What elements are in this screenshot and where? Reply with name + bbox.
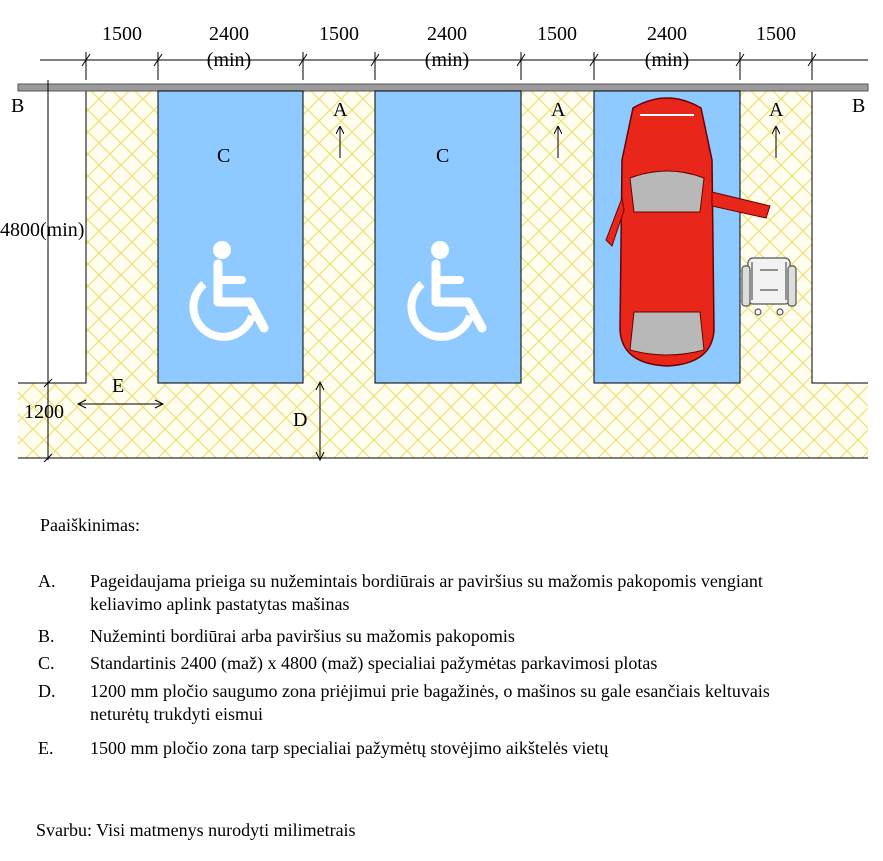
dim-top-3: 1500 <box>319 23 359 45</box>
label-b-left: B <box>11 95 25 117</box>
legend-text: Nužeminti bordiūrai arba paviršius su mažomis pakopomis <box>90 626 515 646</box>
legend-text: Standartinis 2400 (maž) x 4800 (maž) specialiai pažymėtas parkavimosi plotas <box>90 653 658 673</box>
units-note: Svarbu: Visi matmenys nurodyti milimetrais <box>36 820 356 840</box>
dim-top-6-sub: (min) <box>644 49 690 71</box>
dim-top-1: 1500 <box>102 23 142 45</box>
label-c-1: C <box>217 145 231 167</box>
legend-letter: C. <box>38 653 55 673</box>
legend-letter: B. <box>38 626 55 646</box>
label-b-right: B <box>852 95 866 117</box>
legend-text: 1200 mm pločio saugumo zona priėjimui prie bagažinės, o mašinos su gale esančiais keltuvais neturėtų trukdyti eismui <box>90 681 770 724</box>
dim-top-2-sub: (min) <box>206 49 252 71</box>
dim-aisle: 1200 <box>24 401 64 423</box>
curb-bar <box>18 84 868 91</box>
kerb-block-right <box>812 90 868 383</box>
dim-depth: 4800(min) <box>0 219 85 241</box>
label-a-2: A <box>551 99 566 121</box>
label-e: E <box>112 375 125 397</box>
legend-letter: D. <box>38 681 56 701</box>
legend-text: Pageidaujama prieiga su nužemintais bordiūrais ar paviršius su mažomis pakopomis vengiant keliavimo aplink pastatytas mašinas <box>90 571 763 614</box>
label-a-1: A <box>333 99 348 121</box>
dim-top-5: 1500 <box>537 23 577 45</box>
legend-text: 1500 mm pločio zona tarp specialiai pažymėtų stovėjimo aikštelės vietų <box>90 738 609 758</box>
legend-letter: E. <box>38 738 54 758</box>
label-d: D <box>293 409 308 431</box>
dim-top-4: 2400 <box>427 23 467 45</box>
label-a-3: A <box>769 99 784 121</box>
dim-top-2: 2400 <box>209 23 249 45</box>
legend-title: Paaiškinimas: <box>40 515 140 535</box>
dim-top-7: 1500 <box>756 23 796 45</box>
label-c-2: C <box>436 145 450 167</box>
dim-top-4-sub: (min) <box>424 49 470 71</box>
legend-letter: A. <box>38 571 56 591</box>
dim-top-6: 2400 <box>647 23 687 45</box>
